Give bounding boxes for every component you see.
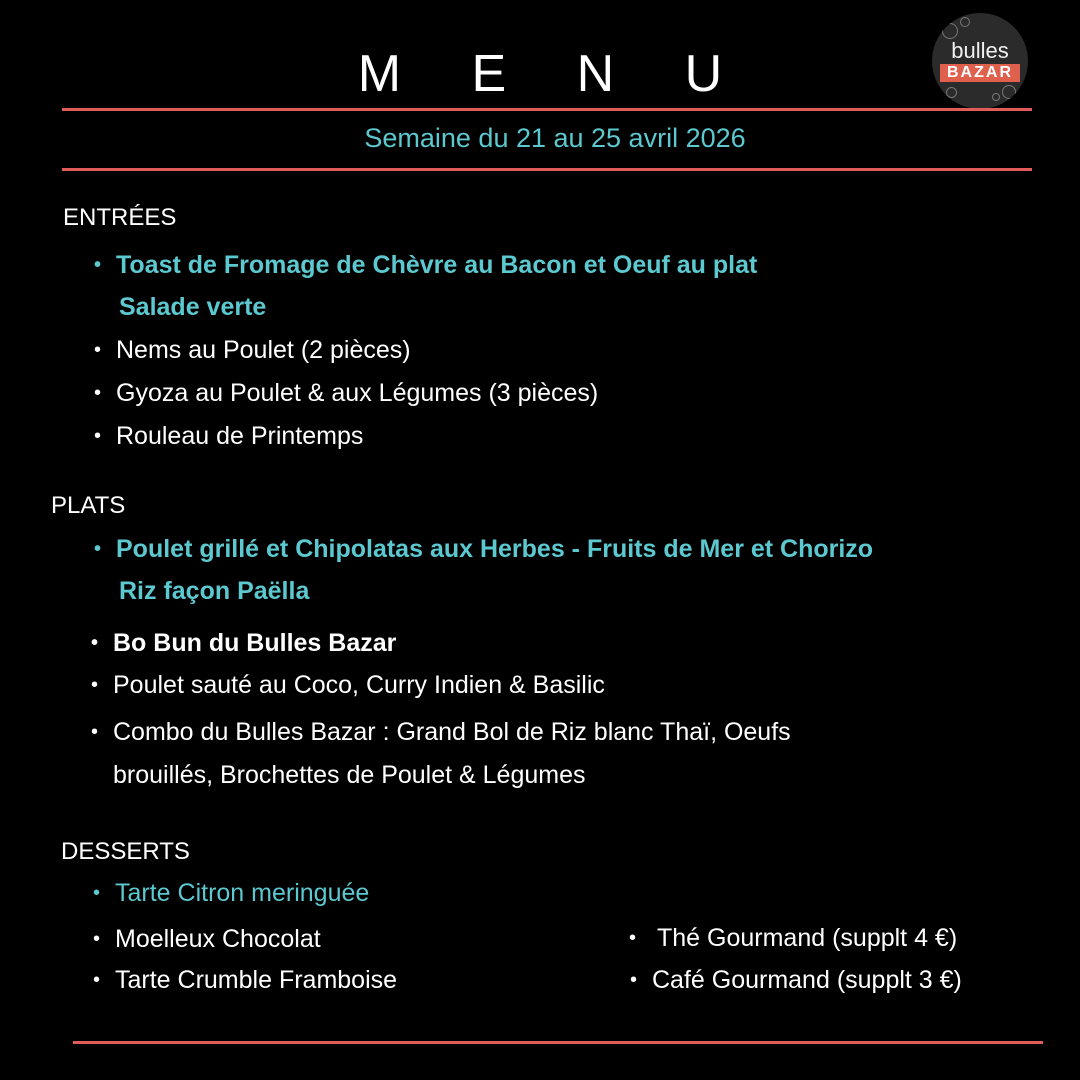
dessert-item-label: Café Gourmand (supplt 3 €) [652,966,962,994]
plat-featured-line1: Poulet grillé et Chipolatas aux Herbes - Fruits de Mer et Chorizo [116,535,874,563]
bullet-icon: • [93,882,101,904]
bullet-icon: • [94,538,102,560]
dessert-featured [93,872,370,914]
plat-featured-line2: Riz façon Paëlla [119,577,310,605]
dessert-item [93,959,398,1001]
plat-item-combo-line2: brouillés, Brochettes de Poulet & Légumes [113,761,586,789]
entree-item-label: Gyoza au Poulet & aux Légumes (3 pièces) [116,379,599,407]
entree-item-label: Rouleau de Printemps [116,422,364,450]
header-divider [62,168,1032,171]
bulles-bazar-logo [932,13,1028,109]
entree-featured-line2: Salade verte [119,293,267,321]
bullet-icon: • [93,969,101,991]
plat-featured [94,528,874,570]
bullet-icon: • [91,721,99,743]
plat-item-poulet [91,664,605,706]
entree-item [94,415,364,457]
bubble-icon [1002,85,1016,99]
plat-item-combo [91,711,791,753]
section-entrees-title: ENTRÉES [63,204,177,231]
plat-item-label: Bo Bun du Bulles Bazar [113,629,397,657]
bullet-icon: • [91,632,99,654]
entree-item-label: Nems au Poulet (2 pièces) [116,336,411,364]
logo-text-top: bulles [951,38,1009,63]
bubble-icon [942,23,958,39]
bullet-icon: • [94,254,102,276]
bullet-icon: • [91,674,99,696]
bullet-icon: • [629,927,637,949]
bubble-icon [992,93,1000,101]
dessert-item-label: Tarte Crumble Framboise [115,966,398,994]
dessert-item-right [630,959,962,1001]
section-plats-title: PLATS [51,492,126,519]
dessert-item-label: Moelleux Chocolat [115,925,321,953]
bullet-icon: • [94,339,102,361]
bullet-icon: • [94,382,102,404]
top-divider [62,108,1032,111]
dessert-item [93,918,321,960]
plat-item-label: Poulet sauté au Coco, Curry Indien & Basilic [113,671,605,699]
bubble-icon [960,17,970,27]
dessert-featured-label: Tarte Citron meringuée [115,879,370,907]
dessert-item-right [629,917,958,959]
plat-item-label: Combo du Bulles Bazar : Grand Bol de Riz blanc Thaï, Oeufs [113,718,791,746]
dessert-item-label: Thé Gourmand (supplt 4 €) [657,924,958,952]
week-subtitle: Semaine du 21 au 25 avril 2026 [364,123,746,153]
bubble-icon [946,87,957,98]
footer-divider [73,1041,1043,1044]
entree-featured [94,244,758,286]
entree-featured-line1: Toast de Fromage de Chèvre au Bacon et Oeuf au plat [116,251,758,279]
entree-item [94,372,599,414]
bullet-icon: • [93,928,101,950]
bullet-icon: • [94,425,102,447]
bullet-icon: • [630,969,638,991]
logo-text-bottom: BAZAR [940,64,1020,82]
entree-item [94,329,411,371]
section-desserts-title: DESSERTS [61,838,190,865]
plat-item-bobun [91,622,397,664]
page-title: M E N U [357,45,751,103]
